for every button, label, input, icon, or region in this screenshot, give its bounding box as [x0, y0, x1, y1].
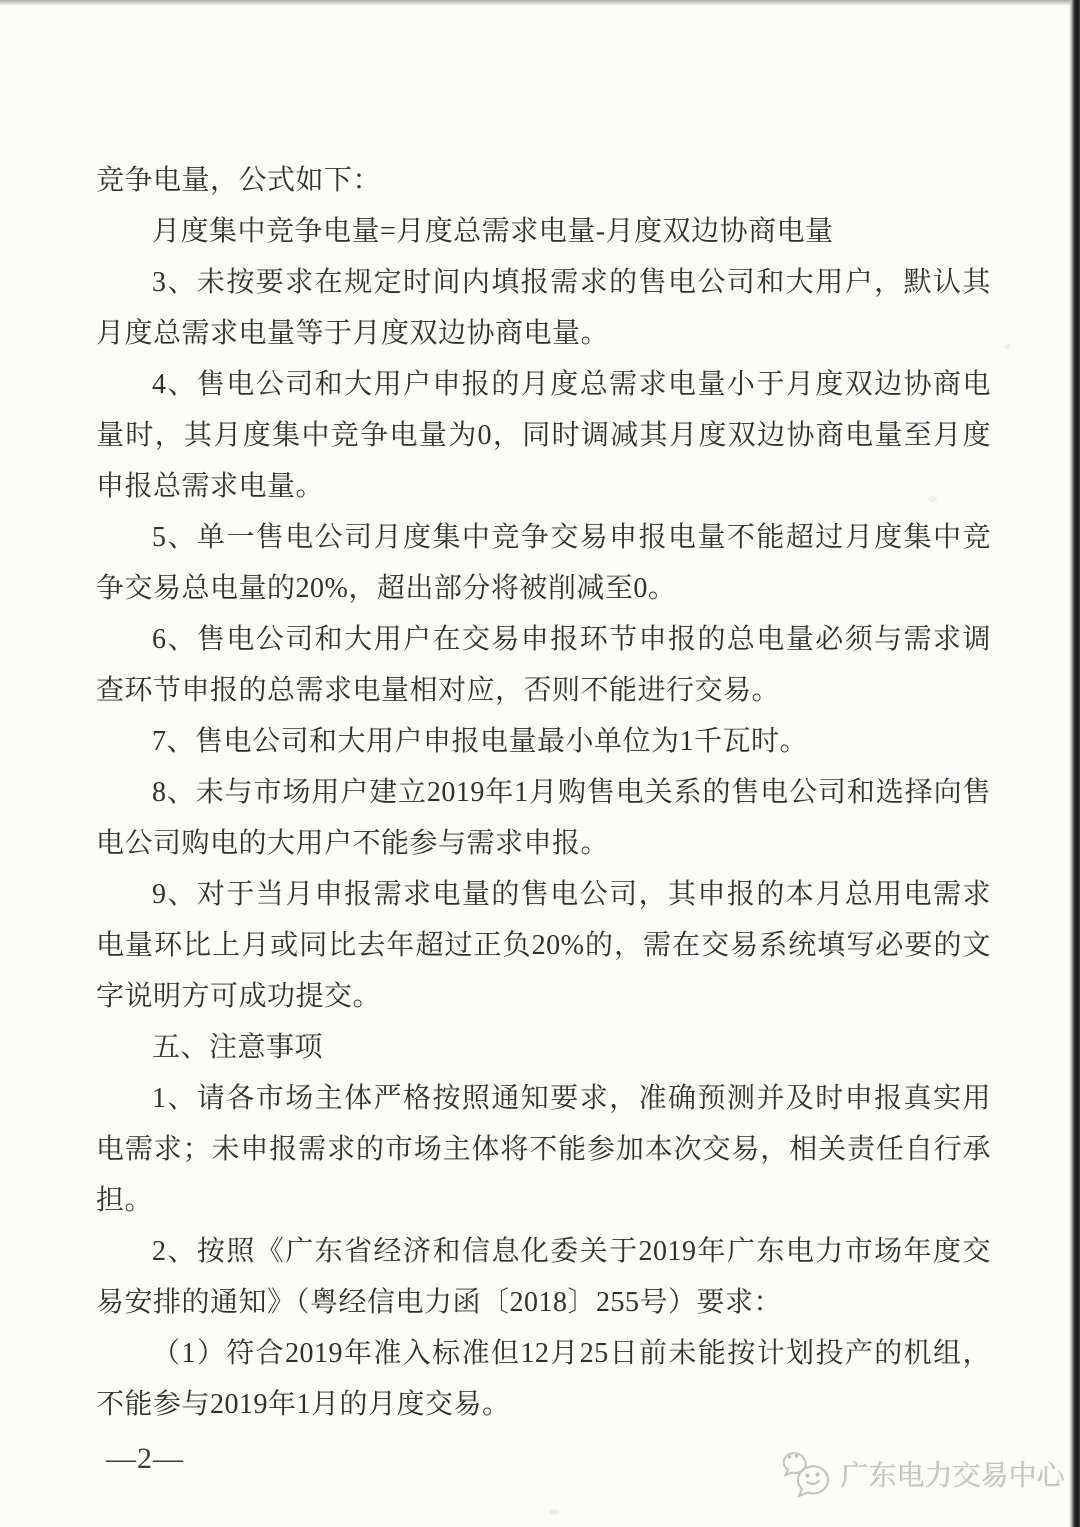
text-line: 量时，其月度集中竞争电量为0，同时调减其月度双边协商电量至月度 [96, 420, 991, 451]
text-line: 担。 [96, 1185, 154, 1216]
text-line: 易安排的通知》（粤经信电力函〔2018〕255号）要求： [96, 1287, 783, 1318]
text-line: 电公司购电的大用户不能参与需求申报。 [96, 828, 610, 859]
wechat-watermark [782, 1448, 1065, 1500]
text-line: 查环节申报的总需求电量相对应，否则不能进行交易。 [96, 675, 781, 706]
wechat-icon [782, 1448, 832, 1500]
text-line: 电量环比上月或同比去年超过正负20%的，需在交易系统填写必要的文 [96, 930, 991, 961]
document-body [96, 155, 991, 1430]
text-line: 字说明方可成功提交。 [96, 981, 382, 1012]
text-line: 2、按照《广东省经济和信息化委关于2019年广东电力市场年度交 [152, 1236, 991, 1267]
text-line: 五、注意事项 [152, 1032, 324, 1063]
text-line: 6、售电公司和大用户在交易申报环节申报的总电量必须与需求调 [152, 624, 991, 655]
text-line: 月度总需求电量等于月度双边协商电量。 [96, 318, 610, 349]
page-number: —2— [106, 1442, 184, 1475]
text-line: 9、对于当月申报需求电量的售电公司，其申报的本月总用电需求 [152, 879, 991, 910]
text-line: 争交易总电量的20%，超出部分将被削减至0。 [96, 573, 677, 604]
text-line: 1、请各市场主体严格按照通知要求，准确预测并及时申报真实用 [152, 1083, 991, 1114]
scan-speck [549, 1509, 560, 1515]
text-line: 5、单一售电公司月度集中竞争交易申报电量不能超过月度集中竞 [152, 522, 991, 553]
watermark-brand-text: 广东电力交易中心 [841, 1461, 1066, 1492]
text-line: 申报总需求电量。 [96, 471, 325, 502]
text-line: 7、售电公司和大用户申报电量最小单位为1千瓦时。 [152, 726, 809, 757]
text-line: （1）符合2019年准入标准但12月25日前未能按计划投产的机组， [152, 1338, 991, 1369]
text-line: 8、未与市场用户建立2019年1月购售电关系的售电公司和选择向售 [152, 777, 991, 808]
text-line: 竞争电量，公式如下： [96, 165, 382, 196]
text-line: 3、未按要求在规定时间内填报需求的售电公司和大用户，默认其 [152, 267, 991, 298]
scan-top-shadow [0, 0, 1080, 6]
scan-speck [928, 496, 937, 502]
text-line: 电需求；未申报需求的市场主体将不能参加本次交易，相关责任自行承 [96, 1134, 991, 1165]
text-line: 不能参与2019年1月的月度交易。 [96, 1389, 511, 1420]
scan-speck [1004, 344, 1010, 349]
text-line: 月度集中竞争电量=月度总需求电量-月度双边协商电量 [152, 216, 834, 247]
text-line: 4、售电公司和大用户申报的月度总需求电量小于月度双边协商电 [152, 369, 991, 400]
scan-right-edge [1069, 0, 1080, 1527]
